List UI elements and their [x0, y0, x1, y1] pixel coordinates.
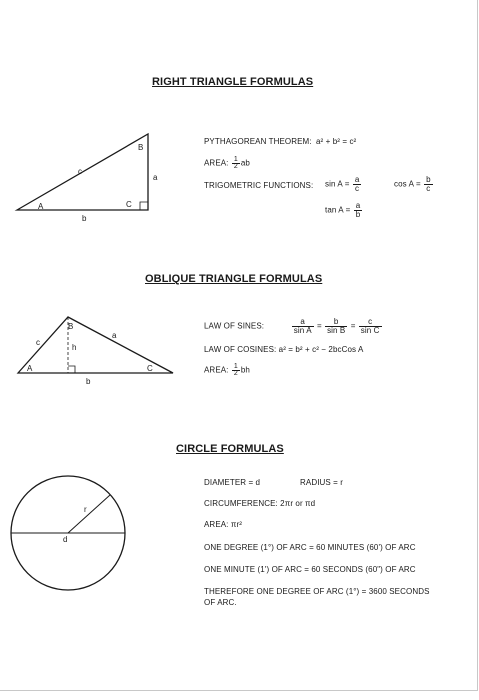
law-of-sines-label: LAW OF SINES:	[204, 321, 265, 331]
pythagorean-label: PYTHAGOREAN THEOREM:	[204, 137, 312, 146]
oblique-label-B: B	[68, 322, 74, 331]
arc-minute-text: ONE MINUTE (1') OF ARC = 60 SECONDS (60") OF ARC	[204, 565, 416, 574]
right-label-b: b	[82, 214, 87, 223]
pythagorean-formula: a² + b² = c²	[316, 137, 357, 146]
circle-label-r: r	[84, 505, 87, 514]
right-label-C: C	[126, 200, 132, 209]
right-label-c: c	[78, 167, 82, 176]
circle-label-d: d	[63, 535, 68, 544]
right-area-label: AREA:	[204, 158, 229, 168]
circle-area-text: AREA: πr²	[204, 520, 242, 529]
oblique-label-b: b	[86, 377, 91, 386]
diameter-text: DIAMETER = d	[204, 478, 261, 487]
tan-formula: tan A = $\frac{a}{b}$	[325, 201, 361, 219]
oblique-label-C: C	[147, 364, 153, 373]
law-of-cosines-label: LAW OF COSINES:	[204, 345, 277, 354]
arc-therefore-cont: OF ARC.	[204, 598, 237, 607]
oblique-label-a: a	[112, 331, 117, 340]
oblique-triangle-heading: OBLIQUE TRIANGLE FORMULAS	[145, 273, 323, 285]
sin-formula: sin A = $\frac{a}{c}$	[325, 175, 360, 193]
oblique-label-A: A	[27, 364, 33, 373]
cos-formula: cos A = $\frac{b}{c}$	[394, 175, 431, 193]
right-triangle-heading: RIGHT TRIANGLE FORMULAS	[152, 76, 314, 88]
circle-heading: CIRCLE FORMULAS	[176, 443, 284, 455]
radius-text: RADIUS = r	[300, 478, 344, 487]
circumference-text: CIRCUMFERENCE: 2πr or πd	[204, 499, 316, 508]
arc-degree-text: ONE DEGREE (1°) OF ARC = 60 MINUTES (60') OF ARC	[204, 543, 416, 552]
arc-therefore-text: THEREFORE ONE DEGREE OF ARC (1°) = 3600 SECONDS	[204, 587, 430, 596]
right-area: AREA: $\frac{1}{2}$ ab	[204, 156, 250, 170]
right-label-a: a	[153, 173, 158, 182]
law-of-sines: LAW OF SINES: $\frac{a}{\text{sin A}}$ = $\frac{b}{\text{sin B}}$ = $\frac{c}{\text{sin C}}$	[204, 317, 380, 335]
oblique-area: AREA: $\frac{1}{2}$ bh	[204, 363, 250, 377]
oblique-label-h: h	[72, 343, 77, 352]
right-label-A: A	[38, 202, 44, 211]
law-of-cosines-formula: a² = b² + c² − 2bcCos A	[278, 345, 364, 354]
trig-label: TRIGOMETRIC FUNCTIONS:	[204, 181, 314, 190]
oblique-label-c: c	[36, 338, 40, 347]
right-label-B: B	[138, 143, 144, 152]
